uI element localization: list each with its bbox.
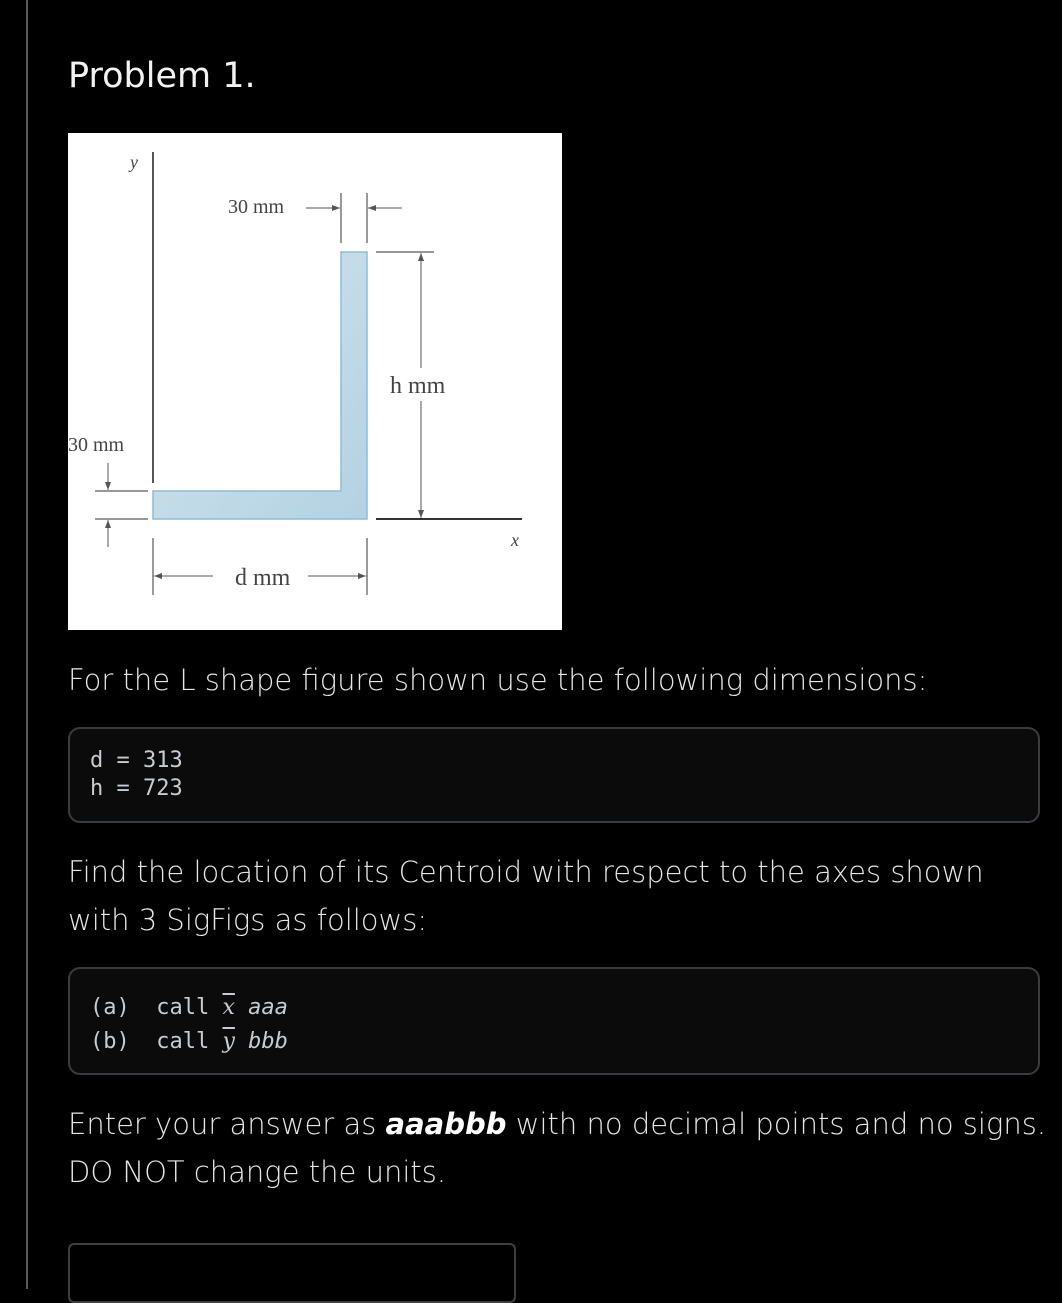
top-thickness-label: 30 mm (228, 196, 285, 218)
part-b: (b) call $\overline{y}$ bbb (90, 1029, 288, 1054)
left-rail (26, 0, 28, 1289)
intro-text: For the L shape figure shown use the following dimensions: (68, 663, 928, 697)
left-thickness-label: 30 mm (68, 434, 125, 456)
parts-block (68, 967, 1040, 1075)
y-axis-label: y (130, 152, 138, 172)
x-axis-label: x (511, 530, 519, 550)
dimension-h: h = 723 (90, 776, 183, 801)
dimensions-block (68, 727, 1040, 823)
width-label: d mm (235, 565, 291, 591)
problem-title: Problem 1. (68, 56, 256, 96)
l-shape-figure (68, 133, 562, 630)
l-shape (153, 252, 367, 519)
part-a: (a) call $\overline{x}$ aaa (90, 995, 288, 1020)
dimension-d: d = 313 (90, 748, 183, 773)
find-text: Find the location of its Centroid with respect to the axes shown with 3 SigFigs as follows: (68, 855, 984, 937)
instructions-text: Enter your answer as aaabbb with no decimal points and no signs. DO NOT change the units. (68, 1107, 1047, 1189)
answer-format: aaabbb (385, 1107, 507, 1141)
answer-input[interactable] (68, 1243, 516, 1303)
height-label: h mm (390, 373, 446, 399)
